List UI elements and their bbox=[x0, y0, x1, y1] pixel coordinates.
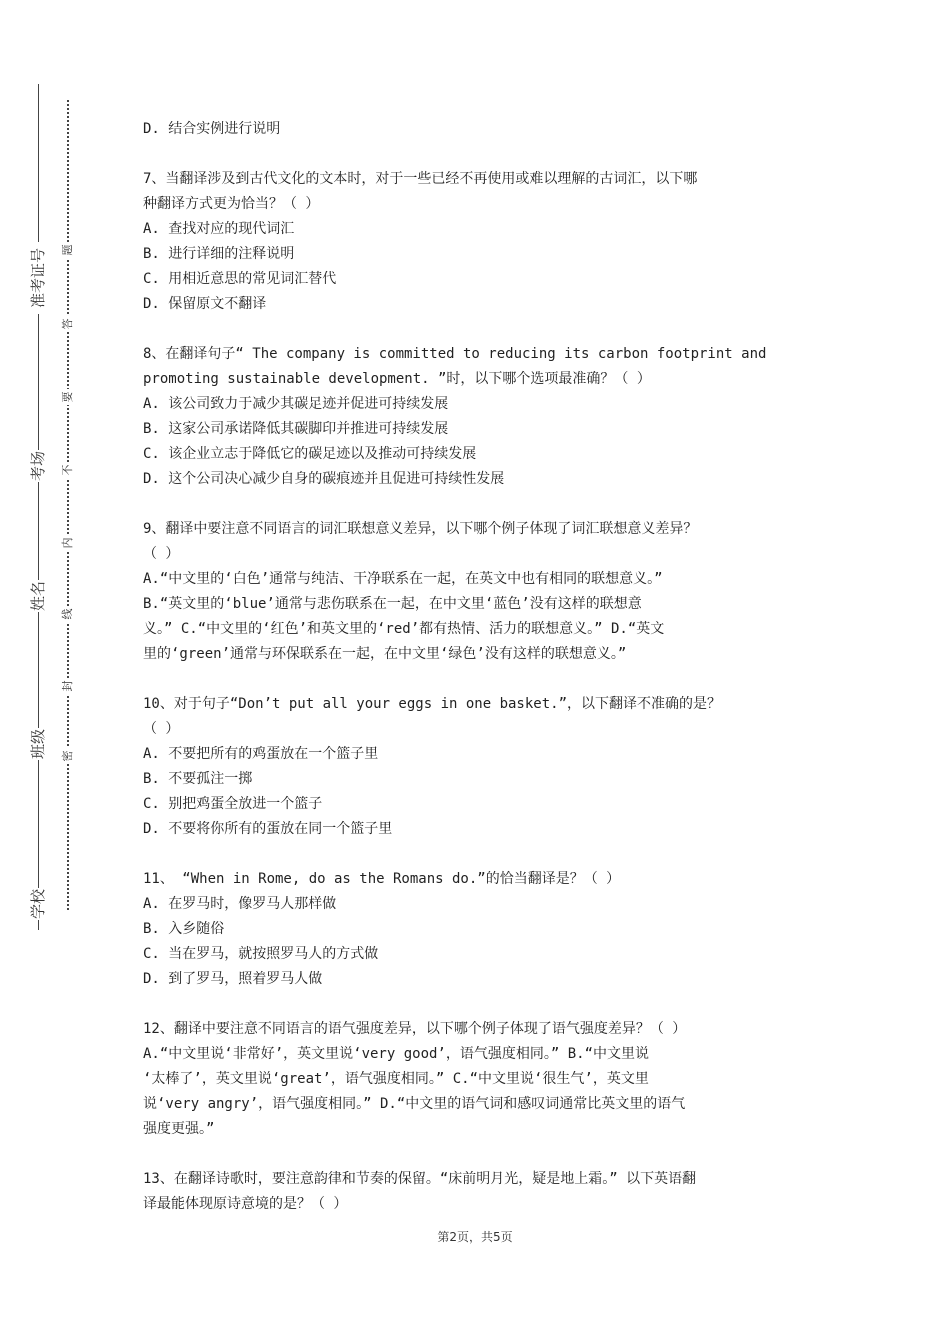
q13-stem-line-2: 译最能体现原诗意境的是？（ ） bbox=[143, 1196, 348, 1212]
dotted-label-xian: 线 bbox=[60, 606, 76, 622]
q7-option-c: C. 用相近意思的常见词汇替代 bbox=[143, 271, 337, 287]
q10-option-c: C. 别把鸡蛋全放进一个篮子 bbox=[143, 796, 323, 812]
blank-line bbox=[143, 142, 815, 167]
q7-option-b: B. 进行详细的注释说明 bbox=[143, 246, 295, 262]
q11-option-c: C. 当在罗马，就按照罗马人的方式做 bbox=[143, 946, 379, 962]
q9-options-line-3: 义。” C.“中文里的‘红色’和英文里的‘red’都有热情、活力的联想意义。” D.“英文 bbox=[143, 621, 665, 637]
margin-label-exam-room: 考场 bbox=[22, 450, 54, 482]
exam-content bbox=[143, 117, 815, 1217]
q9-option-a: A.“中文里的‘白色’通常与纯洁、干净联系在一起，在英文中也有相同的联想意义。” bbox=[143, 571, 663, 587]
binding-dotted-line bbox=[67, 100, 69, 910]
dotted-label-mi: 密 bbox=[60, 748, 76, 764]
q12-options-line-4: 强度更强。” bbox=[143, 1121, 215, 1137]
blank-line bbox=[143, 492, 815, 517]
q10-option-d: D. 不要将你所有的蛋放在同一个篮子里 bbox=[143, 821, 393, 837]
q12-options-line-3: 说‘very angry’，语气强度相同。” D.“中文里的语气词和感叹词通常比英文里的语气 bbox=[143, 1096, 686, 1112]
q12-stem: 12、翻译中要注意不同语言的语气强度差异，以下哪个例子体现了语气强度差异？（ ） bbox=[143, 1021, 687, 1037]
q8-option-d: D. 这个公司决心减少自身的碳痕迹并且促进可持续性发展 bbox=[143, 471, 505, 487]
margin-label-exam-number: 准考证号 bbox=[22, 242, 54, 314]
q7-stem-line-1: 7、当翻译涉及到古代文化的文本时，对于一些已经不再使用或难以理解的古词汇，以下哪 bbox=[143, 171, 698, 187]
q11-stem: 11、 “When in Rome, do as the Romans do.”的恰当翻译是？（ ） bbox=[143, 871, 621, 887]
margin-label-name: 姓名 bbox=[22, 580, 54, 612]
margin-label-class: 班级 bbox=[22, 728, 54, 760]
dotted-label-ti: 题 bbox=[60, 242, 76, 258]
page-footer: 第2页，共5页 bbox=[437, 1230, 513, 1244]
q9-stem-line-1: 9、翻译中要注意不同语言的词汇联想意义差异，以下哪个例子体现了词汇联想意义差异？ bbox=[143, 521, 698, 537]
dotted-label-yao: 要 bbox=[60, 389, 76, 405]
q7-option-d: D. 保留原文不翻译 bbox=[143, 296, 267, 312]
q6-option-d: D. 结合实例进行说明 bbox=[143, 121, 281, 137]
dotted-label-feng: 封 bbox=[60, 678, 76, 694]
binding-solid-line bbox=[38, 84, 39, 930]
q9-options-line-2: B.“英文里的‘blue’通常与悲伤联系在一起，在中文里‘蓝色’没有这样的联想意 bbox=[143, 596, 642, 612]
q8-stem-line-1: 8、在翻译句子“ The company is committed to reducing its carbon footprint and bbox=[143, 346, 767, 362]
q7-option-a: A. 查找对应的现代词汇 bbox=[143, 221, 295, 237]
q11-option-b: B. 入乡随俗 bbox=[143, 921, 225, 937]
q8-stem-line-2: promoting sustainable development. ”时，以下哪个选项最准确？（ ） bbox=[143, 371, 651, 387]
q12-options-line-1: A.“中文里说‘非常好’，英文里说‘very good’，语气强度相同。” B.“中文里说 bbox=[143, 1046, 650, 1062]
q12-options-line-2: ‘太棒了’，英文里说‘great’，语气强度相同。” C.“中文里说‘很生气’，英文里 bbox=[143, 1071, 649, 1087]
q11-option-a: A. 在罗马时，像罗马人那样做 bbox=[143, 896, 337, 912]
q10-stem-line-1: 10、对于句子“Don’t put all your eggs in one basket.”，以下翻译不准确的是？ bbox=[143, 696, 722, 712]
q11-option-d: D. 到了罗马，照着罗马人做 bbox=[143, 971, 323, 987]
q9-options-line-4: 里的‘green’通常与环保联系在一起，在中文里‘绿色’没有这样的联想意义。” bbox=[143, 646, 627, 662]
blank-line bbox=[143, 1142, 815, 1167]
q9-stem-line-2: （ ） bbox=[143, 546, 180, 562]
blank-line bbox=[143, 992, 815, 1017]
q8-option-a: A. 该公司致力于减少其碳足迹并促进可持续发展 bbox=[143, 396, 449, 412]
margin-label-school: 学校 bbox=[22, 888, 54, 920]
q8-option-b: B. 这家公司承诺降低其碳脚印并推进可持续发展 bbox=[143, 421, 449, 437]
blank-line bbox=[143, 842, 815, 867]
dotted-label-bu: 不 bbox=[60, 462, 76, 478]
blank-line bbox=[143, 317, 815, 342]
dotted-label-nei: 内 bbox=[60, 535, 76, 551]
dotted-label-da: 答 bbox=[60, 316, 76, 332]
q8-option-c: C. 该企业立志于降低它的碳足迹以及推动可持续发展 bbox=[143, 446, 477, 462]
q10-option-a: A. 不要把所有的鸡蛋放在一个篮子里 bbox=[143, 746, 379, 762]
blank-line bbox=[143, 667, 815, 692]
q13-stem-line-1: 13、在翻译诗歌时，要注意韵律和节奏的保留。“床前明月光，疑是地上霜。” 以下英语翻 bbox=[143, 1171, 697, 1187]
q7-stem-line-2: 种翻译方式更为恰当？（ ） bbox=[143, 196, 320, 212]
q10-stem-line-2: （ ） bbox=[143, 721, 180, 737]
q10-option-b: B. 不要孤注一掷 bbox=[143, 771, 253, 787]
